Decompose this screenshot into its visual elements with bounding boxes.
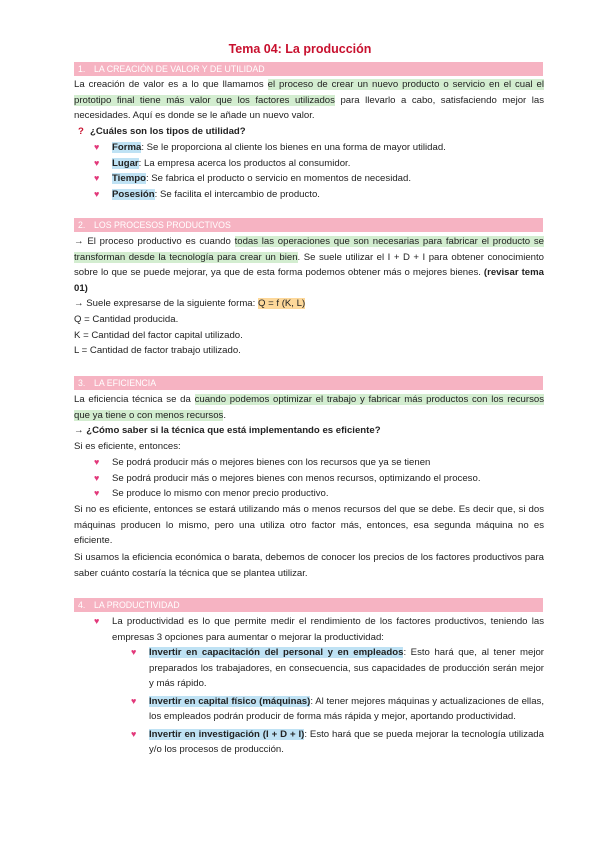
highlight-green: cuando podemos optimizar el trabajo y fabricar más productos con los recursos que ya tiene o con menos recursos bbox=[74, 394, 544, 421]
section-3-title: LA EFICIENCIA bbox=[94, 378, 157, 388]
term-highlight: Invertir en capacitación del personal y en empleados bbox=[149, 647, 404, 658]
heart-bullet-icon: ♥ bbox=[94, 472, 100, 483]
section-3-paragraph bbox=[74, 392, 544, 423]
text-run: → Suele expresarse de la siguiente forma: bbox=[74, 298, 258, 309]
item-text: Se produce lo mismo con menor precio productivo. bbox=[112, 488, 329, 499]
section-3-header bbox=[74, 376, 543, 390]
formula-line bbox=[74, 296, 544, 312]
term-highlight: Posesión bbox=[112, 188, 155, 200]
item-text: Se podrá producir más o mejores bienes con menos recursos, optimizando el proceso. bbox=[112, 472, 481, 484]
highlight-green: el proceso de crear un nuevo producto o servicio en el cual el prototipo final tiene más valor que los factores utilizados bbox=[74, 79, 544, 106]
productivity-options-list bbox=[74, 645, 544, 758]
text-run: La creación de valor es a lo que llamamos bbox=[74, 79, 268, 90]
list-item bbox=[74, 614, 544, 645]
heart-bullet-icon: ♥ bbox=[131, 728, 137, 739]
list-item bbox=[74, 156, 544, 172]
heart-bullet-icon: ♥ bbox=[94, 142, 100, 152]
heart-bullet-icon: ♥ bbox=[94, 616, 100, 626]
section-4-number: 4. bbox=[78, 600, 86, 610]
list-item bbox=[74, 140, 544, 156]
item-text: : Se fabrica el producto o servicio en momentos de necesidad. bbox=[145, 173, 411, 184]
section-3-intro: Si es eficiente, entonces: bbox=[74, 441, 181, 452]
item-text: : Al tener mejores máquinas y actualizaciones de ellas, los empleados podrán producir de forma más rápida y mejor, aportando productividad. bbox=[149, 695, 544, 722]
section-1-header bbox=[74, 62, 543, 76]
item-text: Se podrá producir más o mejores bienes con los recursos que ya se tienen bbox=[112, 457, 431, 468]
term-highlight: Invertir en investigación (I + D + I) bbox=[149, 728, 305, 740]
bold-note: (revisar tema 01) bbox=[74, 267, 544, 294]
highlight-green: todas las operaciones que son necesarias para fabricar el producto se transforman desde la tecnología para crear un bien bbox=[74, 236, 544, 263]
question-mark-icon: ? bbox=[78, 126, 84, 137]
section-1-number: 1. bbox=[78, 64, 86, 74]
item-text: : Se le proporciona al cliente los bienes en una forma de mayor utilidad. bbox=[141, 142, 446, 153]
heart-bullet-icon: ♥ bbox=[131, 695, 137, 706]
text-run: → El proceso productivo es cuando bbox=[74, 236, 235, 247]
heart-bullet-icon: ♥ bbox=[94, 488, 100, 498]
heart-bullet-icon: ♥ bbox=[94, 188, 100, 199]
utility-types-list bbox=[74, 140, 544, 202]
list-item bbox=[74, 694, 544, 725]
section-1-question bbox=[74, 124, 544, 140]
section-3-paragraph-2: Si no es eficiente, entonces se estará utilizando más o menos recursos del que se debe. Es decir que, si dos máquinas producen lo mismo, pero una utiliza otro factor más, entonces, esa segunda máquina no es eficiente. bbox=[74, 504, 544, 546]
item-text: : Esto hará que, al tener mejor preparados los trabajadores, en consecuencia, sus capacidades de producción serán mejor y más rápido. bbox=[149, 647, 544, 689]
term-highlight: Tiempo bbox=[112, 173, 146, 184]
item-text: : La empresa acerca los productos al consumidor. bbox=[138, 157, 351, 169]
section-4-title: LA PRODUCTIVIDAD bbox=[94, 600, 180, 610]
list-item bbox=[74, 645, 544, 692]
efficiency-list bbox=[74, 455, 544, 502]
text-run: . bbox=[223, 409, 226, 421]
list-item bbox=[74, 171, 544, 187]
item-text: : Se facilita el intercambio de producto. bbox=[154, 188, 320, 200]
section-3-number: 3. bbox=[78, 378, 86, 388]
section-2-title: LOS PROCESOS PRODUCTIVOS bbox=[94, 220, 231, 230]
term-highlight: Lugar bbox=[112, 157, 139, 169]
productivity-list bbox=[74, 614, 544, 645]
item-text: La productividad es lo que permite medir el rendimiento de los factores productivos, teniendo las empresas 3 opciones para aumentar o mejorar la productividad: bbox=[112, 616, 544, 643]
section-2-header bbox=[74, 218, 543, 232]
definition-line: K = Cantidad del factor capital utilizado. bbox=[74, 329, 243, 341]
section-2-number: 2. bbox=[78, 220, 86, 230]
heart-bullet-icon: ♥ bbox=[94, 157, 100, 168]
item-text: : Esto hará que se pueda mejorar la tecnología utilizada y/o los procesos de producción. bbox=[149, 728, 544, 755]
text-run: La eficiencia técnica se da bbox=[74, 394, 195, 405]
definition-line: Q = Cantidad producida. bbox=[74, 314, 179, 325]
heart-bullet-icon: ♥ bbox=[94, 457, 100, 467]
definition-line: L = Cantidad de factor trabajo utilizado. bbox=[74, 345, 241, 356]
section-4-header bbox=[74, 598, 543, 612]
section-1-paragraph bbox=[74, 77, 544, 124]
section-2-paragraph bbox=[74, 234, 544, 296]
section-1-title: LA CREACIÓN DE VALOR Y DE UTILIDAD bbox=[94, 64, 265, 74]
section-3-paragraph-3: Si usamos la eficiencia económica o barata, debemos de conocer los precios de los factores productivos para saber cuánto costaría la técnica que se plantea utilizar. bbox=[74, 552, 544, 579]
list-item bbox=[74, 187, 544, 203]
term-highlight: Invertir en capital físico (máquinas) bbox=[149, 695, 311, 707]
question-text: → ¿Cómo saber si la técnica que está implementando es eficiente? bbox=[74, 425, 381, 436]
question-text: ¿Cuáles son los tipos de utilidad? bbox=[90, 126, 246, 137]
heart-bullet-icon: ♥ bbox=[131, 647, 137, 657]
formula-highlight: Q = f (K, L) bbox=[257, 298, 306, 309]
list-item bbox=[74, 455, 544, 471]
list-item bbox=[74, 471, 544, 487]
list-item bbox=[74, 727, 544, 758]
text-run: para llevarlo a cabo, satisfaciendo mejor las necesidades. Aquí es donde se le añade un nuevo valor. bbox=[74, 94, 545, 121]
text-run: . Se suele utilizar el I + D + I para obtener conocimiento sobre lo que se puede mejorar, ya que de esta forma podemos obtener más o mejores bienes. bbox=[74, 251, 544, 278]
list-item bbox=[74, 486, 544, 502]
section-3-question bbox=[74, 423, 544, 439]
page-title: Tema 04: La producción bbox=[228, 42, 372, 56]
heart-bullet-icon: ♥ bbox=[94, 173, 100, 183]
formula-definitions bbox=[74, 312, 544, 359]
term-highlight: Forma bbox=[112, 142, 142, 153]
